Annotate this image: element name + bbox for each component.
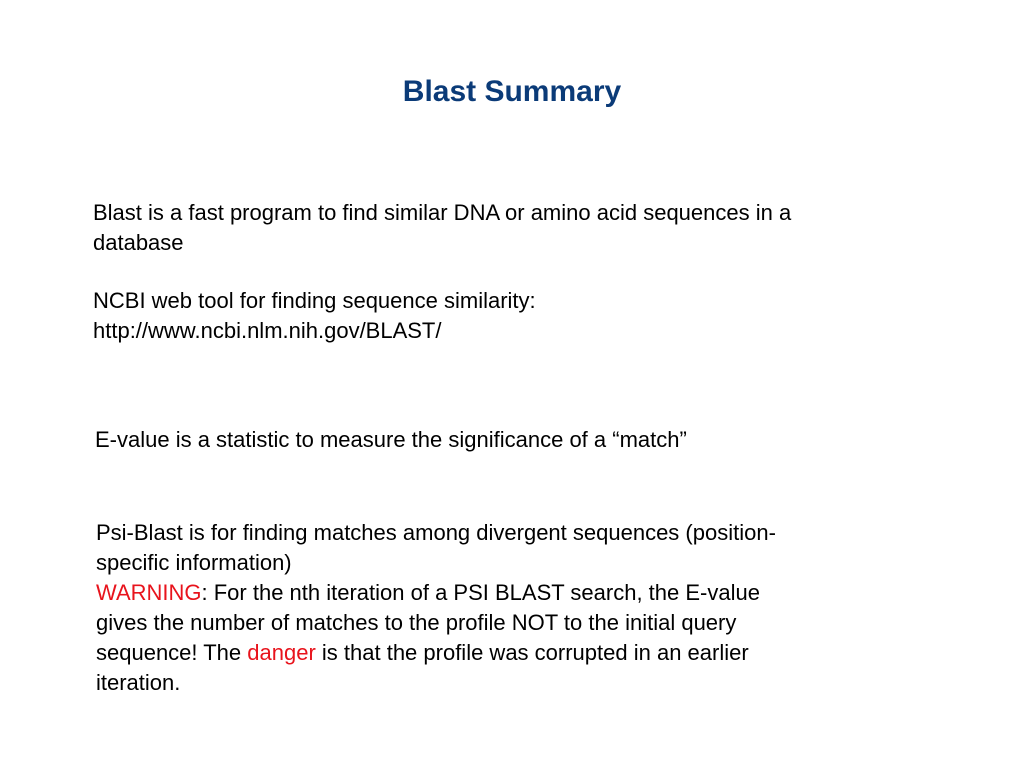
paragraph-ncbi-tool — [93, 286, 933, 346]
text-fragment: is that the profile was corrupted in an earlier — [315, 640, 749, 665]
text-line: iteration. — [96, 670, 181, 695]
text-line: Blast is a fast program to find similar DNA or amino acid sequences in a — [93, 200, 792, 225]
text-line: specific information) — [96, 550, 292, 575]
text-fragment: : For the nth iteration of a PSI BLAST search, the E-value — [201, 580, 760, 605]
text-line: gives the number of matches to the profile NOT to the initial query — [96, 610, 737, 635]
text-line: NCBI web tool for finding sequence similarity: — [93, 288, 536, 313]
warning-label: WARNING — [96, 580, 202, 605]
paragraph-evalue — [95, 425, 935, 455]
paragraph-psi-blast — [96, 518, 896, 698]
text-line: database — [93, 230, 184, 255]
text-line: E-value is a statistic to measure the significance of a “match” — [95, 427, 687, 452]
slide-title: Blast Summary — [402, 75, 622, 108]
text-fragment: sequence! The — [96, 640, 248, 665]
text-line — [96, 578, 896, 608]
ncbi-url-text: http://www.ncbi.nlm.nih.gov/BLAST/ — [93, 318, 442, 343]
danger-highlight: danger — [247, 640, 316, 665]
text-line: Psi-Blast is for finding matches among divergent sequences (position- — [96, 520, 776, 545]
paragraph-blast-definition — [93, 198, 933, 258]
text-line — [96, 638, 896, 668]
